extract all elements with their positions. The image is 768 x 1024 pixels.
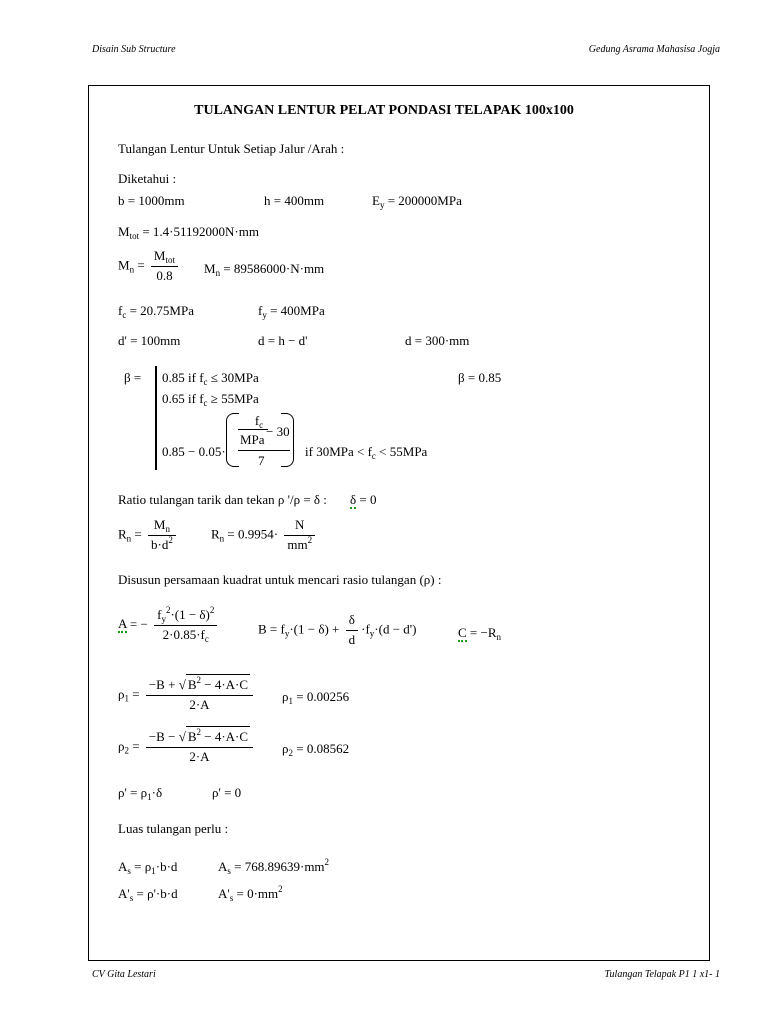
disusun-text: Disusun persamaan kuadrat untuk mencari rasio tulangan (ρ) : (118, 572, 442, 587)
beta-mpa-den: MPa (240, 432, 265, 447)
beta-fc-num: $f_c$ (254, 413, 264, 430)
mn-result: $M_n = 89586000\cdot N\cdot mm$ (204, 261, 325, 278)
coef-c-formula: $C = -R_n$ (458, 625, 502, 642)
beta-minus-30: − 30 (266, 424, 290, 439)
page-title: TULANGAN LENTUR PELAT PONDASI TELAPAK 100x100 (194, 103, 574, 118)
asp-result: $A'_s = 0\cdot mm^2$ (218, 884, 283, 903)
as-formula: $A_s = \rho_1\cdot b\cdot d$ (118, 859, 178, 876)
beta-bracket (155, 366, 157, 470)
beta-fc-fraction-line (238, 429, 268, 430)
luas-label: Luas tulangan perlu : (118, 821, 229, 836)
mtot-formula: $M_{tot} = 1.4\cdot 51192000N\cdot mm$ (118, 224, 259, 241)
mn-formula: $M_n$ = $\frac{M_{tot}}{0.8}$ (118, 249, 181, 284)
coef-a-formula: A = − $\frac{f_y^2\cdot(1 - \delta)^2}{2\cdot 0.85\cdot f_c}$ (118, 608, 220, 643)
section-subtitle: Tulangan Lentur Untuk Setiap Jalur /Arah : (118, 141, 345, 156)
footer-right: Tulangan Telapak P1 1 x1- 1 (604, 969, 720, 980)
delta-value: δ = 0 (350, 492, 377, 507)
d-definition: d = h − d' (258, 333, 308, 348)
rho2-formula: $\rho_2$ = $\frac{-B - √ B^2 - 4\cdot A\cdot C}{2\cdot A}$ (118, 730, 256, 765)
beta-case3-prefix: 0.85 − 0.05· (162, 444, 226, 459)
beta-outer-fraction-line (238, 450, 290, 451)
dprime-value: d' = 100mm (118, 333, 181, 348)
beta-paren-right (281, 413, 294, 467)
beta-case2: 0.65 if $f_c \ge 55MPa$ (162, 391, 259, 408)
beta-paren-left (226, 413, 239, 467)
beta-seven-den: 7 (258, 453, 265, 468)
rho2-result: $\rho_2 = 0.08562$ (282, 741, 350, 758)
rho1-formula: $\rho_1$ = $\frac{-B + √ B^2 - 4\cdot A\cdot C}{2\cdot A}$ (118, 678, 256, 713)
given-ey: $E_y = 200000MPa$ (372, 193, 462, 210)
beta-case1: 0.85 if $f_c \le 30MPa$ (162, 370, 259, 387)
d-result: d = 300·mm (405, 333, 470, 348)
beta-result: β = 0.85 (458, 370, 502, 385)
beta-lhs: β = (124, 370, 142, 385)
rho1-result: $\rho_1 = 0.00256$ (282, 689, 350, 706)
diketahui-label: Diketahui : (118, 171, 177, 186)
rho-prime-result: ρ' = 0 (212, 785, 242, 800)
given-b: b = 1000mm (118, 193, 185, 208)
as-result: $A_s = 768.89639\cdot mm^2$ (218, 857, 330, 876)
beta-case3-cond: if $30MPa < f_c < 55MPa$ (305, 444, 428, 461)
coef-b-formula: $B = f_y\cdot(1 - \delta)$ + $\frac{\delta}{d}$ $\cdot f_y\cdot(d - d')$ (258, 612, 417, 647)
given-h: h = 400mm (264, 193, 325, 208)
rho-prime-formula: $\rho' = \rho_1\cdot\delta$ (118, 785, 163, 802)
rn-formula: $R_n$ = $\frac{M_n}{b\cdot d^2}$ (118, 518, 179, 553)
rn-result: $R_n = 0.9954\cdot$ $\frac{N}{mm^2}$ (211, 518, 318, 553)
asp-formula: $A'_s = \rho'\cdot b\cdot d$ (118, 886, 178, 903)
header-right: Gedung Asrama Mahasisa Jogja (588, 44, 720, 55)
ratio-line: Ratio tulangan tarik dan tekan ρ '/ρ = δ : (118, 492, 327, 507)
header-left: Disain Sub Structure (92, 44, 176, 55)
fy-value: $f_y = 400MPa$ (258, 303, 325, 320)
fc-value: $f_c = 20.75MPa$ (118, 303, 194, 320)
footer-left: CV Gita Lestari (92, 969, 156, 980)
